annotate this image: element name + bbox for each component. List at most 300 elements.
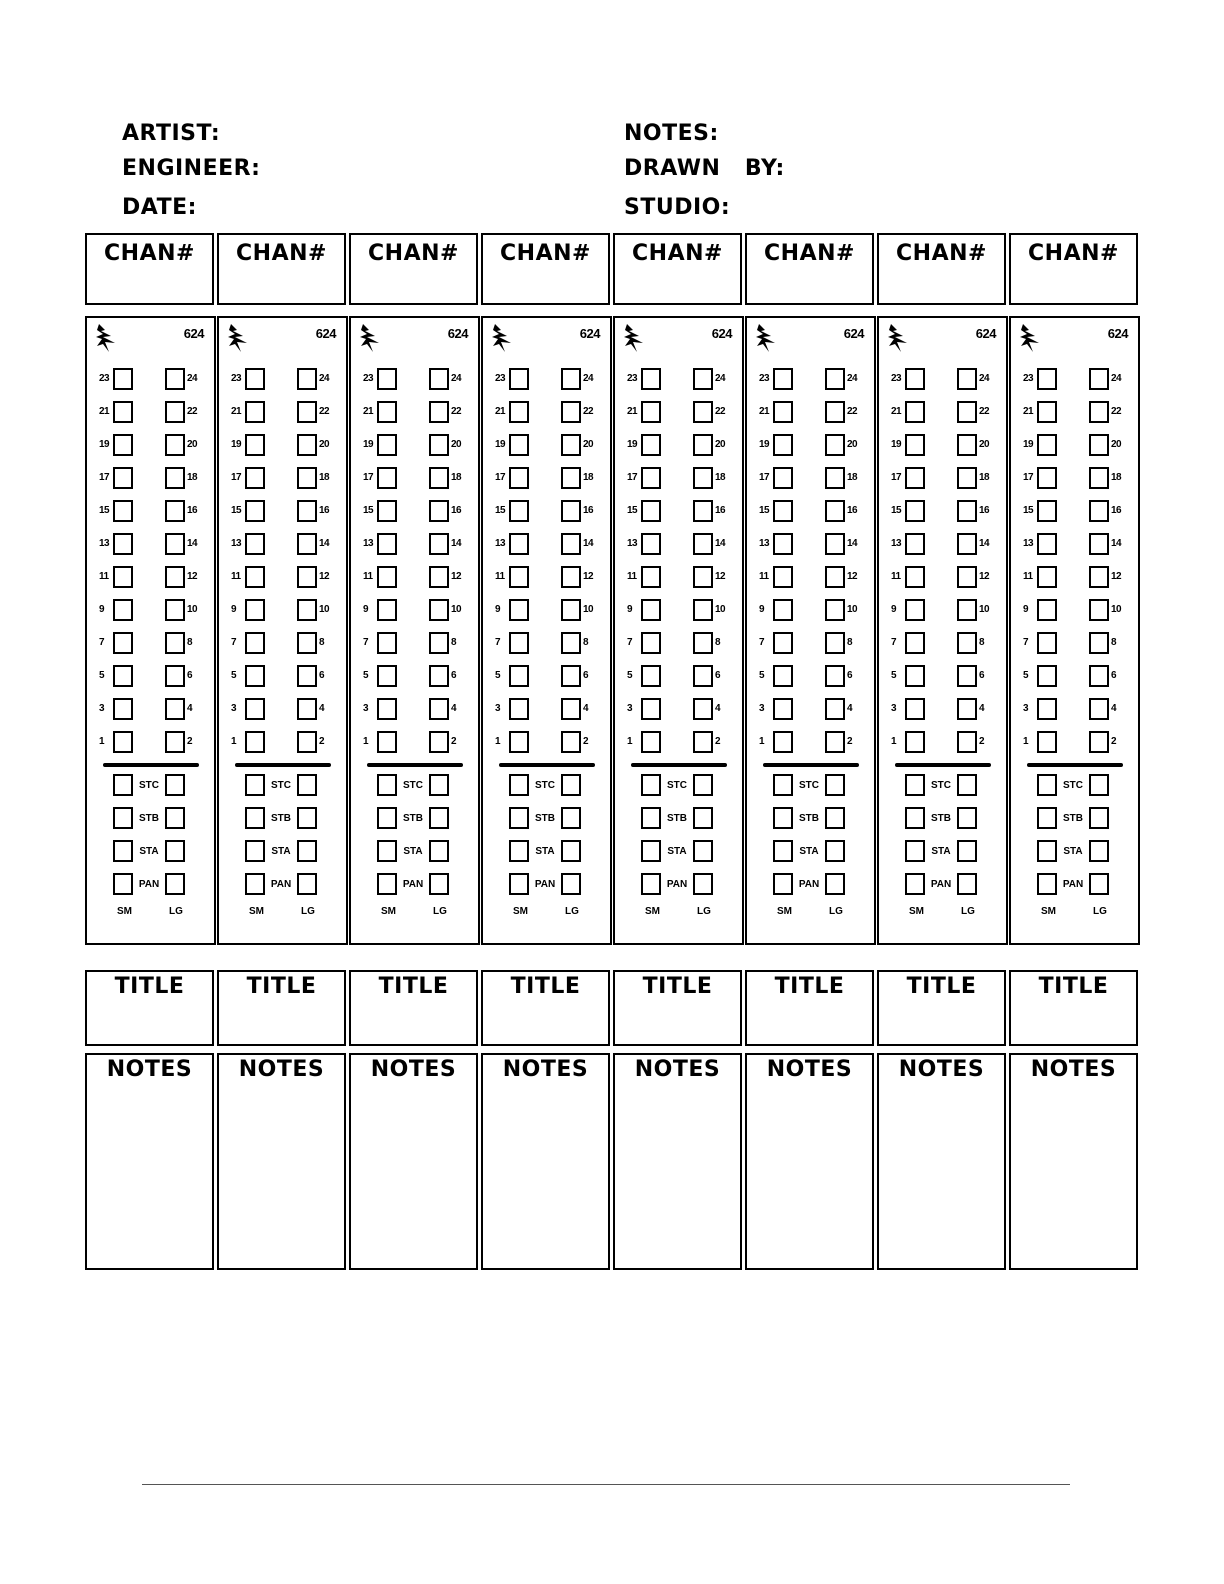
- bus-assign-checkbox[interactable]: [509, 401, 529, 423]
- bus-assign-checkbox[interactable]: [957, 566, 977, 588]
- bus-assign-checkbox[interactable]: [165, 368, 185, 390]
- bus-number-even: 8: [1111, 637, 1117, 648]
- chan-number-box[interactable]: [217, 233, 346, 305]
- bus-assign-checkbox[interactable]: [165, 434, 185, 456]
- bus-assign-checkbox[interactable]: [245, 665, 265, 687]
- option-checkbox-left[interactable]: [773, 774, 793, 796]
- bus-assign-checkbox[interactable]: [1037, 599, 1057, 621]
- bus-assign-checkbox[interactable]: [1037, 632, 1057, 654]
- bus-assign-checkbox[interactable]: [1037, 566, 1057, 588]
- bus-assign-checkbox[interactable]: [773, 368, 793, 390]
- bus-assign-checkbox[interactable]: [165, 698, 185, 720]
- bus-assign-checkbox[interactable]: [429, 368, 449, 390]
- bus-assign-checkbox[interactable]: [641, 698, 661, 720]
- bus-assign-checkbox[interactable]: [641, 665, 661, 687]
- bus-assign-checkbox[interactable]: [641, 533, 661, 555]
- bus-assign-checkbox[interactable]: [165, 467, 185, 489]
- bus-assign-checkbox[interactable]: [165, 731, 185, 753]
- bus-assign-checkbox[interactable]: [957, 368, 977, 390]
- bus-assign-checkbox[interactable]: [297, 401, 317, 423]
- bus-assign-checkbox[interactable]: [113, 566, 133, 588]
- bus-assign-checkbox[interactable]: [561, 632, 581, 654]
- bus-number-odd: 19: [99, 439, 110, 450]
- bus-assign-checkbox[interactable]: [641, 500, 661, 522]
- bus-assign-checkbox[interactable]: [113, 533, 133, 555]
- bus-assign-checkbox[interactable]: [113, 632, 133, 654]
- bus-assign-checkbox[interactable]: [561, 434, 581, 456]
- title-box[interactable]: [1009, 970, 1138, 1046]
- bus-assign-checkbox[interactable]: [641, 467, 661, 489]
- notes-box[interactable]: [85, 1053, 214, 1270]
- bus-assign-checkbox[interactable]: [905, 500, 925, 522]
- bus-assign-checkbox[interactable]: [773, 533, 793, 555]
- option-checkbox-right[interactable]: [825, 774, 845, 796]
- bus-assign-checkbox[interactable]: [693, 566, 713, 588]
- bus-number-odd: 17: [1023, 472, 1034, 483]
- option-checkbox-right[interactable]: [693, 873, 713, 895]
- bus-assign-checkbox[interactable]: [641, 401, 661, 423]
- option-checkbox-right[interactable]: [165, 774, 185, 796]
- option-checkbox-right[interactable]: [297, 840, 317, 862]
- bus-assign-checkbox[interactable]: [429, 665, 449, 687]
- option-checkbox-left[interactable]: [377, 774, 397, 796]
- bus-assign-checkbox[interactable]: [561, 533, 581, 555]
- bus-assign-checkbox[interactable]: [905, 368, 925, 390]
- bus-assign-checkbox[interactable]: [113, 698, 133, 720]
- bus-assign-checkbox[interactable]: [1037, 368, 1057, 390]
- bus-assign-checkbox[interactable]: [1089, 368, 1109, 390]
- bus-assign-checkbox[interactable]: [429, 500, 449, 522]
- option-checkbox-left[interactable]: [1037, 873, 1057, 895]
- chan-number-box[interactable]: [745, 233, 874, 305]
- bus-assign-checkbox[interactable]: [113, 401, 133, 423]
- bus-assign-checkbox[interactable]: [245, 698, 265, 720]
- bus-assign-checkbox[interactable]: [1037, 698, 1057, 720]
- bus-assign-checkbox[interactable]: [113, 599, 133, 621]
- bus-number-odd: 7: [99, 637, 105, 648]
- bus-assign-checkbox[interactable]: [1089, 533, 1109, 555]
- bus-assign-checkbox[interactable]: [957, 533, 977, 555]
- option-checkbox-left[interactable]: [905, 840, 925, 862]
- option-checkbox-right[interactable]: [957, 774, 977, 796]
- bus-assign-checkbox[interactable]: [773, 434, 793, 456]
- option-checkbox-left[interactable]: [113, 774, 133, 796]
- bus-assign-checkbox[interactable]: [957, 500, 977, 522]
- option-checkbox-left[interactable]: [509, 807, 529, 829]
- option-checkbox-right[interactable]: [957, 873, 977, 895]
- option-checkbox-right[interactable]: [693, 774, 713, 796]
- bus-assign-checkbox[interactable]: [245, 533, 265, 555]
- bus-assign-checkbox[interactable]: [693, 500, 713, 522]
- bus-assign-checkbox[interactable]: [825, 665, 845, 687]
- bus-assign-checkbox[interactable]: [1089, 698, 1109, 720]
- bus-assign-checkbox[interactable]: [377, 533, 397, 555]
- bus-assign-checkbox[interactable]: [429, 467, 449, 489]
- option-checkbox-left[interactable]: [905, 807, 925, 829]
- bus-assign-checkbox[interactable]: [561, 401, 581, 423]
- bus-assign-checkbox[interactable]: [297, 368, 317, 390]
- bus-assign-checkbox[interactable]: [957, 731, 977, 753]
- option-checkbox-right[interactable]: [561, 807, 581, 829]
- bus-assign-checkbox[interactable]: [1037, 665, 1057, 687]
- bus-assign-checkbox[interactable]: [693, 665, 713, 687]
- notes-box[interactable]: [481, 1053, 610, 1270]
- bus-assign-checkbox[interactable]: [825, 632, 845, 654]
- bus-assign-checkbox[interactable]: [509, 467, 529, 489]
- option-checkbox-left[interactable]: [509, 873, 529, 895]
- bus-assign-checkbox[interactable]: [1089, 632, 1109, 654]
- bus-assign-checkbox[interactable]: [165, 665, 185, 687]
- bus-assign-checkbox[interactable]: [509, 500, 529, 522]
- option-checkbox-right[interactable]: [297, 873, 317, 895]
- bus-assign-checkbox[interactable]: [825, 599, 845, 621]
- option-checkbox-right[interactable]: [429, 807, 449, 829]
- bus-assign-checkbox[interactable]: [641, 731, 661, 753]
- title-box[interactable]: [481, 970, 610, 1046]
- bus-assign-checkbox[interactable]: [773, 566, 793, 588]
- option-checkbox-left[interactable]: [245, 840, 265, 862]
- chan-number-box[interactable]: [613, 233, 742, 305]
- bus-assign-checkbox[interactable]: [509, 566, 529, 588]
- bus-assign-checkbox[interactable]: [825, 401, 845, 423]
- bus-assign-checkbox[interactable]: [429, 632, 449, 654]
- option-checkbox-left[interactable]: [1037, 807, 1057, 829]
- bus-assign-checkbox[interactable]: [509, 632, 529, 654]
- bus-assign-checkbox[interactable]: [165, 401, 185, 423]
- bus-assign-checkbox[interactable]: [429, 533, 449, 555]
- option-checkbox-right[interactable]: [825, 840, 845, 862]
- bus-assign-checkbox[interactable]: [377, 566, 397, 588]
- bus-assign-checkbox[interactable]: [429, 566, 449, 588]
- option-checkbox-left[interactable]: [773, 840, 793, 862]
- bus-number-odd: 11: [231, 571, 241, 582]
- bus-assign-checkbox[interactable]: [297, 500, 317, 522]
- bus-assign-checkbox[interactable]: [113, 665, 133, 687]
- title-box[interactable]: [613, 970, 742, 1046]
- bus-assign-checkbox[interactable]: [825, 731, 845, 753]
- option-checkbox-right[interactable]: [561, 774, 581, 796]
- bus-assign-checkbox[interactable]: [957, 698, 977, 720]
- option-checkbox-left[interactable]: [773, 807, 793, 829]
- bus-assign-checkbox[interactable]: [297, 698, 317, 720]
- bus-assign-checkbox[interactable]: [1089, 434, 1109, 456]
- bus-assign-checkbox[interactable]: [905, 533, 925, 555]
- title-box[interactable]: [877, 970, 1006, 1046]
- bus-assign-checkbox[interactable]: [377, 500, 397, 522]
- bus-assign-checkbox[interactable]: [561, 665, 581, 687]
- notes-box[interactable]: [877, 1053, 1006, 1270]
- option-checkbox-right[interactable]: [1089, 873, 1109, 895]
- chan-number-box[interactable]: [85, 233, 214, 305]
- bus-assign-checkbox[interactable]: [905, 599, 925, 621]
- bus-number-even: 24: [1111, 373, 1122, 384]
- bus-assign-checkbox[interactable]: [905, 632, 925, 654]
- bus-assign-checkbox[interactable]: [165, 566, 185, 588]
- bus-number-odd: 15: [627, 505, 638, 516]
- bus-assign-checkbox[interactable]: [905, 731, 925, 753]
- bus-assign-checkbox[interactable]: [165, 500, 185, 522]
- option-checkbox-right[interactable]: [561, 873, 581, 895]
- bus-assign-checkbox[interactable]: [297, 533, 317, 555]
- bus-assign-checkbox[interactable]: [1037, 401, 1057, 423]
- bus-assign-checkbox[interactable]: [429, 731, 449, 753]
- option-checkbox-right[interactable]: [1089, 807, 1109, 829]
- bus-assign-checkbox[interactable]: [773, 731, 793, 753]
- chan-number-box[interactable]: [877, 233, 1006, 305]
- bus-assign-checkbox[interactable]: [429, 434, 449, 456]
- bus-assign-checkbox[interactable]: [245, 599, 265, 621]
- bus-assign-checkbox[interactable]: [957, 665, 977, 687]
- bus-assign-checkbox[interactable]: [773, 665, 793, 687]
- chan-number-box[interactable]: [1009, 233, 1138, 305]
- bus-number-even: 14: [847, 538, 858, 549]
- bus-number-odd: 11: [759, 571, 769, 582]
- option-checkbox-right[interactable]: [1089, 774, 1109, 796]
- bus-assign-checkbox[interactable]: [509, 533, 529, 555]
- bus-assign-checkbox[interactable]: [245, 566, 265, 588]
- notes-box[interactable]: [613, 1053, 742, 1270]
- bus-assign-checkbox[interactable]: [773, 698, 793, 720]
- bus-assign-checkbox[interactable]: [957, 467, 977, 489]
- bus-assign-checkbox[interactable]: [1089, 566, 1109, 588]
- bus-assign-checkbox[interactable]: [957, 434, 977, 456]
- option-checkbox-left[interactable]: [509, 774, 529, 796]
- bus-assign-checkbox[interactable]: [1037, 500, 1057, 522]
- bus-assign-checkbox[interactable]: [509, 434, 529, 456]
- option-checkbox-left[interactable]: [113, 873, 133, 895]
- bus-assign-checkbox[interactable]: [377, 467, 397, 489]
- bus-number-even: 8: [187, 637, 193, 648]
- bus-assign-checkbox[interactable]: [905, 434, 925, 456]
- bus-assign-checkbox[interactable]: [561, 368, 581, 390]
- title-box[interactable]: [745, 970, 874, 1046]
- bus-assign-checkbox[interactable]: [825, 467, 845, 489]
- bus-number-even: 18: [715, 472, 726, 483]
- bus-assign-checkbox[interactable]: [773, 599, 793, 621]
- bus-assign-checkbox[interactable]: [1037, 467, 1057, 489]
- option-checkbox-right[interactable]: [165, 840, 185, 862]
- bus-assign-checkbox[interactable]: [693, 698, 713, 720]
- option-checkbox-right[interactable]: [165, 807, 185, 829]
- bus-assign-checkbox[interactable]: [165, 599, 185, 621]
- bus-assign-checkbox[interactable]: [509, 599, 529, 621]
- bus-assign-checkbox[interactable]: [641, 566, 661, 588]
- bus-number-odd: 23: [495, 373, 506, 384]
- option-checkbox-right[interactable]: [957, 840, 977, 862]
- bus-assign-checkbox[interactable]: [429, 599, 449, 621]
- bus-assign-checkbox[interactable]: [509, 731, 529, 753]
- bus-assign-checkbox[interactable]: [297, 632, 317, 654]
- bus-assign-checkbox[interactable]: [113, 500, 133, 522]
- bus-assign-checkbox[interactable]: [561, 599, 581, 621]
- bus-assign-checkbox[interactable]: [377, 401, 397, 423]
- bus-assign-checkbox[interactable]: [641, 632, 661, 654]
- bus-assign-checkbox[interactable]: [429, 698, 449, 720]
- option-checkbox-left[interactable]: [641, 807, 661, 829]
- bus-assign-checkbox[interactable]: [113, 731, 133, 753]
- bus-assign-checkbox[interactable]: [245, 632, 265, 654]
- bus-number-odd: 13: [363, 538, 374, 549]
- bus-assign-checkbox[interactable]: [957, 632, 977, 654]
- size-large-label: LG: [961, 906, 975, 917]
- bus-assign-checkbox[interactable]: [245, 401, 265, 423]
- bus-assign-checkbox[interactable]: [825, 533, 845, 555]
- chan-number-box[interactable]: [349, 233, 478, 305]
- option-checkbox-left[interactable]: [1037, 774, 1057, 796]
- bus-assign-checkbox[interactable]: [245, 467, 265, 489]
- bus-number-odd: 19: [495, 439, 506, 450]
- bus-assign-checkbox[interactable]: [561, 500, 581, 522]
- title-box[interactable]: [85, 970, 214, 1046]
- bus-assign-checkbox[interactable]: [561, 467, 581, 489]
- bus-assign-checkbox[interactable]: [641, 368, 661, 390]
- bus-assign-checkbox[interactable]: [1089, 500, 1109, 522]
- option-checkbox-left[interactable]: [113, 807, 133, 829]
- option-checkbox-right[interactable]: [297, 807, 317, 829]
- bus-assign-checkbox[interactable]: [693, 368, 713, 390]
- bus-assign-checkbox[interactable]: [773, 401, 793, 423]
- title-box[interactable]: [349, 970, 478, 1046]
- bus-assign-checkbox[interactable]: [905, 467, 925, 489]
- option-checkbox-right[interactable]: [429, 873, 449, 895]
- bus-assign-checkbox[interactable]: [825, 368, 845, 390]
- bus-assign-checkbox[interactable]: [957, 401, 977, 423]
- option-checkbox-left[interactable]: [641, 873, 661, 895]
- bus-assign-checkbox[interactable]: [1037, 434, 1057, 456]
- bus-assign-checkbox[interactable]: [561, 698, 581, 720]
- bus-assign-checkbox[interactable]: [1037, 533, 1057, 555]
- bus-assign-checkbox[interactable]: [693, 599, 713, 621]
- bus-assign-checkbox[interactable]: [429, 401, 449, 423]
- bus-assign-checkbox[interactable]: [693, 401, 713, 423]
- bus-assign-checkbox[interactable]: [773, 500, 793, 522]
- notes-box[interactable]: [349, 1053, 478, 1270]
- bus-assign-checkbox[interactable]: [693, 434, 713, 456]
- bus-assign-checkbox[interactable]: [905, 401, 925, 423]
- bus-number-odd: 23: [759, 373, 770, 384]
- option-checkbox-left[interactable]: [641, 774, 661, 796]
- bus-assign-checkbox[interactable]: [377, 632, 397, 654]
- bus-assign-checkbox[interactable]: [693, 533, 713, 555]
- bus-assign-checkbox[interactable]: [1089, 467, 1109, 489]
- option-checkbox-left[interactable]: [245, 807, 265, 829]
- bus-assign-checkbox[interactable]: [1089, 401, 1109, 423]
- option-checkbox-right[interactable]: [429, 774, 449, 796]
- bus-assign-checkbox[interactable]: [825, 500, 845, 522]
- notes-box[interactable]: [745, 1053, 874, 1270]
- bus-assign-checkbox[interactable]: [773, 467, 793, 489]
- option-checkbox-left[interactable]: [1037, 840, 1057, 862]
- bus-number-even: 4: [187, 703, 193, 714]
- option-checkbox-left[interactable]: [773, 873, 793, 895]
- bus-assign-checkbox[interactable]: [509, 698, 529, 720]
- bus-assign-checkbox[interactable]: [245, 368, 265, 390]
- option-checkbox-left[interactable]: [905, 774, 925, 796]
- notes-box[interactable]: [1009, 1053, 1138, 1270]
- bus-assign-checkbox[interactable]: [113, 434, 133, 456]
- bus-assign-checkbox[interactable]: [1037, 731, 1057, 753]
- bus-assign-checkbox[interactable]: [113, 368, 133, 390]
- option-checkbox-left[interactable]: [509, 840, 529, 862]
- title-box[interactable]: [217, 970, 346, 1046]
- bus-assign-checkbox[interactable]: [297, 467, 317, 489]
- bus-assign-checkbox[interactable]: [773, 632, 793, 654]
- bus-assign-checkbox[interactable]: [561, 566, 581, 588]
- bus-assign-checkbox[interactable]: [113, 467, 133, 489]
- option-checkbox-right[interactable]: [957, 807, 977, 829]
- bus-assign-checkbox[interactable]: [377, 599, 397, 621]
- bus-assign-checkbox[interactable]: [509, 368, 529, 390]
- option-checkbox-right[interactable]: [165, 873, 185, 895]
- bus-assign-checkbox[interactable]: [1089, 665, 1109, 687]
- option-checkbox-left[interactable]: [245, 873, 265, 895]
- bus-assign-checkbox[interactable]: [297, 566, 317, 588]
- bus-assign-checkbox[interactable]: [561, 731, 581, 753]
- option-checkbox-right[interactable]: [825, 807, 845, 829]
- bus-assign-checkbox[interactable]: [377, 698, 397, 720]
- option-checkbox-right[interactable]: [1089, 840, 1109, 862]
- bus-assign-checkbox[interactable]: [297, 731, 317, 753]
- bus-assign-checkbox[interactable]: [245, 731, 265, 753]
- option-checkbox-left[interactable]: [377, 807, 397, 829]
- bus-assign-checkbox[interactable]: [245, 500, 265, 522]
- bus-number-even: 4: [979, 703, 985, 714]
- notes-box[interactable]: [217, 1053, 346, 1270]
- bus-assign-checkbox[interactable]: [693, 632, 713, 654]
- option-checkbox-left[interactable]: [377, 840, 397, 862]
- bus-assign-checkbox[interactable]: [693, 731, 713, 753]
- bus-number-even: 10: [1111, 604, 1122, 615]
- bus-assign-checkbox[interactable]: [1089, 599, 1109, 621]
- bus-assign-checkbox[interactable]: [297, 665, 317, 687]
- bus-assign-checkbox[interactable]: [825, 698, 845, 720]
- option-checkbox-left[interactable]: [905, 873, 925, 895]
- bus-assign-checkbox[interactable]: [297, 599, 317, 621]
- option-checkbox-right[interactable]: [297, 774, 317, 796]
- option-checkbox-left[interactable]: [113, 840, 133, 862]
- chan-number-box[interactable]: [481, 233, 610, 305]
- bus-assign-checkbox[interactable]: [1089, 731, 1109, 753]
- option-checkbox-right[interactable]: [825, 873, 845, 895]
- bus-assign-checkbox[interactable]: [641, 434, 661, 456]
- bus-assign-checkbox[interactable]: [509, 665, 529, 687]
- bus-assign-checkbox[interactable]: [905, 665, 925, 687]
- bus-assign-checkbox[interactable]: [905, 698, 925, 720]
- bus-assign-checkbox[interactable]: [957, 599, 977, 621]
- bus-assign-checkbox[interactable]: [377, 434, 397, 456]
- option-checkbox-left[interactable]: [377, 873, 397, 895]
- bus-assign-checkbox[interactable]: [825, 566, 845, 588]
- bus-assign-checkbox[interactable]: [825, 434, 845, 456]
- option-checkbox-right[interactable]: [429, 840, 449, 862]
- bus-number-even: 18: [979, 472, 990, 483]
- bus-assign-checkbox[interactable]: [245, 434, 265, 456]
- option-checkbox-left[interactable]: [245, 774, 265, 796]
- bus-assign-checkbox[interactable]: [377, 665, 397, 687]
- bus-assign-checkbox[interactable]: [165, 533, 185, 555]
- bus-assign-checkbox[interactable]: [693, 467, 713, 489]
- option-checkbox-right[interactable]: [561, 840, 581, 862]
- option-checkbox-left[interactable]: [641, 840, 661, 862]
- bus-assign-checkbox[interactable]: [297, 434, 317, 456]
- option-checkbox-right[interactable]: [693, 807, 713, 829]
- bus-assign-checkbox[interactable]: [377, 731, 397, 753]
- bus-assign-checkbox[interactable]: [165, 632, 185, 654]
- option-checkbox-right[interactable]: [693, 840, 713, 862]
- bus-assign-checkbox[interactable]: [377, 368, 397, 390]
- bus-assign-checkbox[interactable]: [905, 566, 925, 588]
- bus-assign-checkbox[interactable]: [641, 599, 661, 621]
